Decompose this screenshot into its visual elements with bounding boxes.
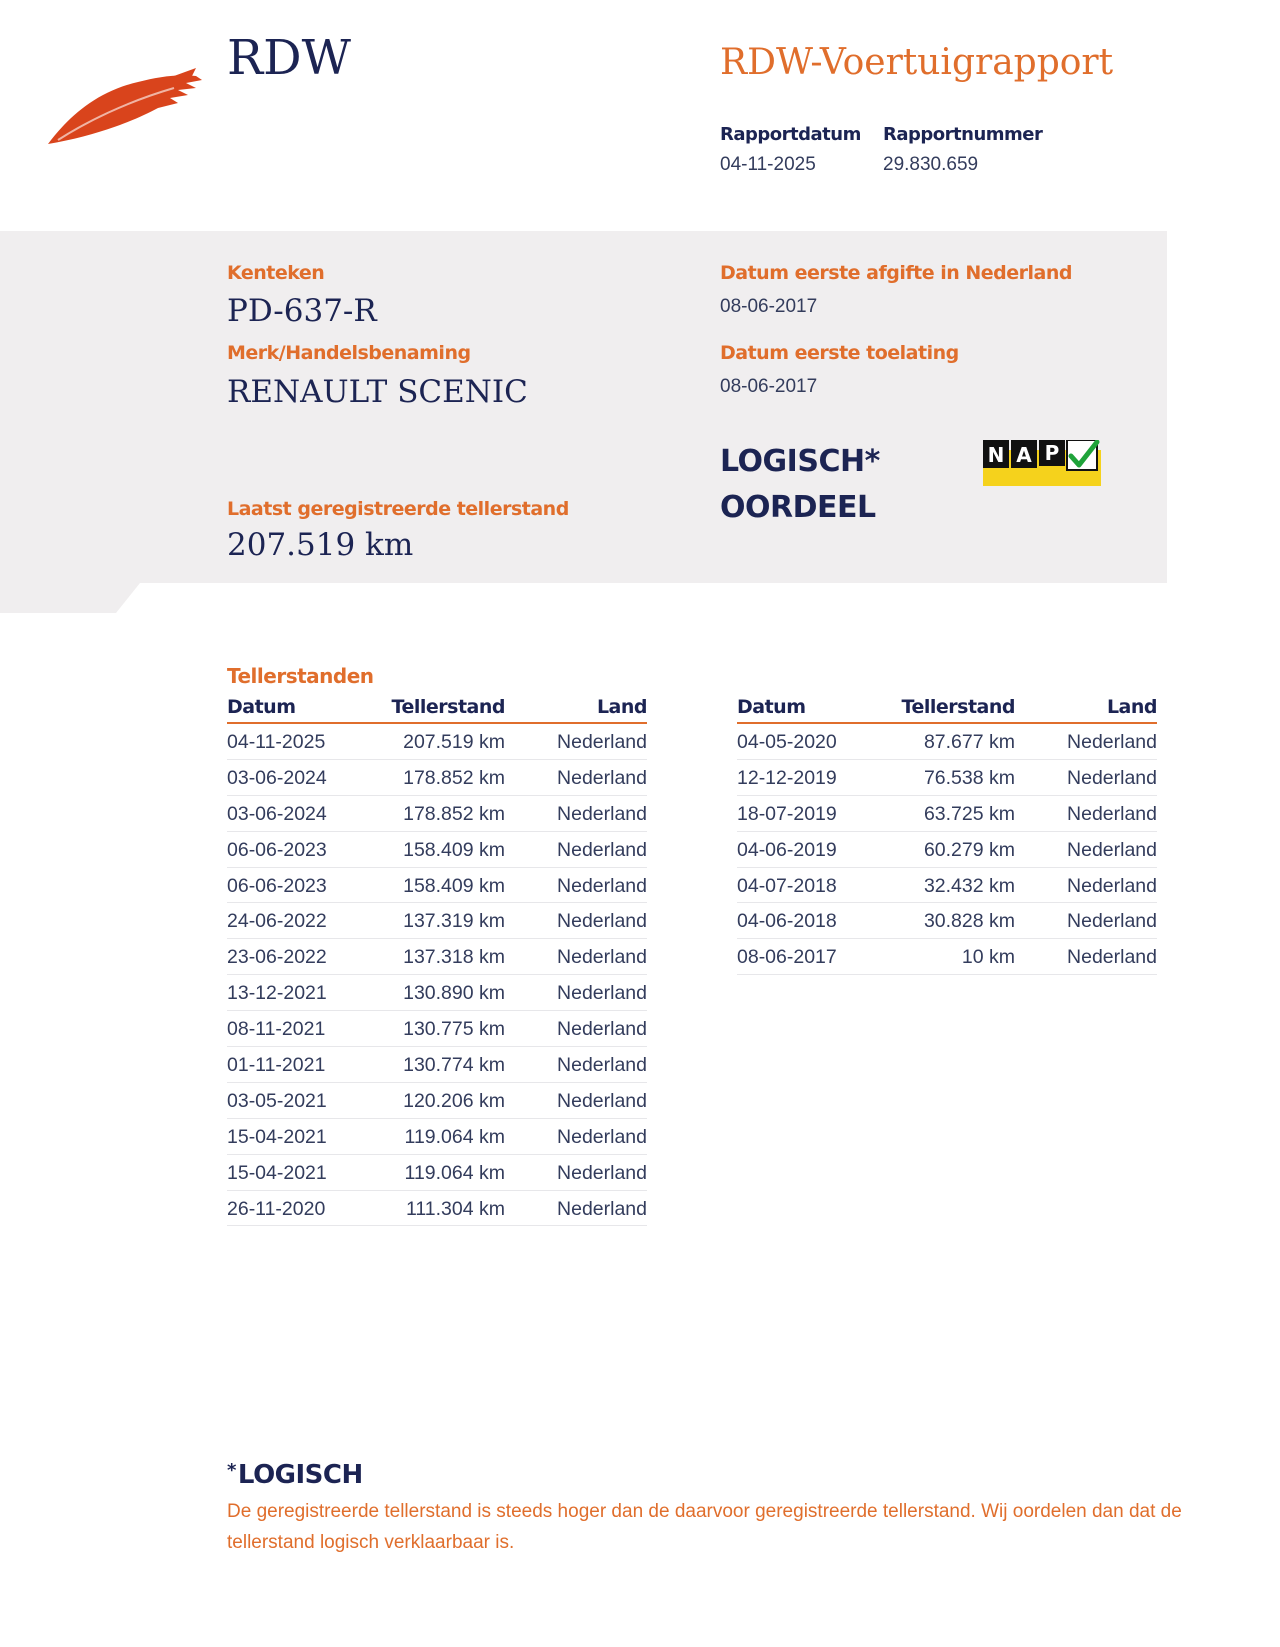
table-row [227, 724, 647, 760]
table-row [227, 1011, 647, 1047]
cell-date: 26-11-2020 [227, 1197, 326, 1220]
cell-country: Nederland [557, 1054, 647, 1077]
cell-odometer: 130.890 km [403, 982, 505, 1005]
cell-date: 04-06-2018 [737, 910, 837, 933]
cell-odometer: 120.206 km [403, 1089, 505, 1112]
cell-date: 23-06-2022 [227, 946, 327, 969]
cell-date: 01-11-2021 [227, 1054, 326, 1077]
footnote-star: * [227, 1460, 236, 1481]
cell-country: Nederland [1067, 874, 1157, 897]
table-row [227, 1047, 647, 1083]
cell-country: Nederland [557, 766, 647, 789]
brand-name: RDW [227, 30, 351, 86]
cell-odometer: 130.775 km [403, 1018, 505, 1041]
cell-date: 03-06-2024 [227, 802, 327, 825]
table-row [227, 1191, 647, 1227]
cell-odometer: 158.409 km [403, 838, 505, 861]
table-row [227, 1155, 647, 1191]
cell-odometer: 207.519 km [403, 731, 505, 753]
cell-country: Nederland [557, 982, 647, 1005]
table-row [227, 1083, 647, 1119]
cell-country: Nederland [1067, 766, 1157, 789]
cell-country: Nederland [1067, 838, 1157, 861]
table-row [227, 760, 647, 796]
table-row [227, 939, 647, 975]
cell-country: Nederland [1067, 946, 1157, 969]
table-row [227, 832, 647, 868]
cell-country: Nederland [557, 1018, 647, 1041]
cell-country: Nederland [557, 1125, 647, 1148]
header-date: Datum [737, 696, 806, 718]
cell-date: 03-06-2024 [227, 766, 327, 789]
report-number: 29.830.659 [883, 154, 979, 175]
table-header [737, 694, 1157, 724]
cell-date: 04-06-2019 [737, 838, 837, 861]
report-number-label: Rapportnummer [883, 124, 1043, 145]
table-row [737, 939, 1157, 975]
cell-odometer: 63.725 km [923, 802, 1015, 825]
cell-date: 03-05-2021 [227, 1089, 327, 1112]
cell-country: Nederland [557, 1197, 647, 1220]
cell-date: 15-04-2021 [227, 1125, 327, 1148]
cell-odometer: 111.304 km [405, 1197, 505, 1220]
table-row [737, 724, 1157, 760]
footnote-text: De geregistreerde tellerstand is steeds hoger dan de daarvoor geregistreerde tellerstand. Wij oordelen dan dat de tellerstand logisch verklaarbaar is. [227, 1501, 1182, 1553]
cell-country: Nederland [557, 910, 647, 933]
cell-date: 24-06-2022 [227, 910, 327, 933]
table-row [227, 903, 647, 939]
cell-odometer: 119.064 km [404, 1125, 505, 1148]
rdw-feather-logo [46, 62, 204, 146]
footnote-heading-text: LOGISCH [237, 1460, 363, 1490]
first-admission-label: Datum eerste toelating [720, 342, 959, 364]
readings-table-left [227, 694, 647, 1226]
table-row [227, 796, 647, 832]
cell-date: 06-06-2023 [227, 874, 327, 897]
readings-table-right [737, 694, 1157, 975]
cell-odometer: 158.409 km [403, 874, 505, 897]
nap-letter-a: A [1016, 443, 1032, 467]
make-label: Merk/Handelsbenaming [227, 342, 471, 364]
cell-odometer: 178.852 km [403, 802, 505, 825]
cell-odometer: 30.828 km [923, 910, 1015, 933]
first-admission-date: 08-06-2017 [720, 376, 818, 397]
table-header [227, 694, 647, 724]
footnote-heading [227, 1460, 363, 1490]
table-row [737, 868, 1157, 904]
plate-label: Kenteken [227, 262, 325, 284]
cell-country: Nederland [557, 838, 647, 861]
cell-odometer: 60.279 km [923, 838, 1015, 861]
cell-odometer: 76.538 km [923, 766, 1015, 789]
nap-check-badge [983, 440, 1101, 486]
table-body [227, 724, 647, 1226]
table-row [227, 868, 647, 904]
cell-country: Nederland [557, 1161, 647, 1184]
table-body [737, 724, 1157, 975]
cell-date: 18-07-2019 [737, 802, 837, 825]
header-country: Land [1106, 696, 1157, 718]
cell-odometer: 178.852 km [403, 766, 505, 789]
verdict-line-2: OORDEEL [720, 490, 876, 525]
cell-country: Nederland [557, 731, 647, 753]
table-row [227, 975, 647, 1011]
cell-country: Nederland [1067, 802, 1157, 825]
cell-odometer: 137.318 km [403, 946, 505, 969]
cell-date: 04-11-2025 [227, 731, 326, 753]
cell-date: 12-12-2019 [737, 766, 837, 789]
cell-country: Nederland [557, 946, 647, 969]
last-odometer: 207.519 km [227, 527, 414, 563]
cell-odometer: 87.677 km [923, 731, 1015, 753]
cell-odometer: 119.064 km [404, 1161, 505, 1184]
readings-title: Tellerstanden [227, 664, 374, 688]
table-row [737, 760, 1157, 796]
report-date: 04-11-2025 [720, 154, 816, 175]
cell-date: 08-06-2017 [737, 946, 837, 969]
header-odometer: Tellerstand [901, 696, 1015, 718]
cell-country: Nederland [557, 874, 647, 897]
cell-odometer: 10 km [961, 946, 1015, 969]
first-nl-label: Datum eerste afgifte in Nederland [720, 262, 1072, 284]
cell-date: 15-04-2021 [227, 1161, 327, 1184]
cell-odometer: 130.774 km [403, 1054, 505, 1077]
header-odometer: Tellerstand [391, 696, 505, 718]
cell-country: Nederland [1067, 910, 1157, 933]
cell-date: 08-11-2021 [227, 1018, 326, 1041]
odometer-label: Laatst geregistreerde tellerstand [227, 498, 569, 520]
cell-date: 04-05-2020 [737, 731, 837, 753]
cell-odometer: 137.319 km [403, 910, 505, 933]
report-date-label: Rapportdatum [720, 124, 861, 145]
cell-country: Nederland [557, 802, 647, 825]
table-row [227, 1119, 647, 1155]
nap-letter-p: P [1044, 441, 1060, 465]
license-plate: PD-637-R [227, 293, 377, 329]
cell-date: 04-07-2018 [737, 874, 837, 897]
report-title: RDW-Voertuigrapport [720, 42, 1114, 83]
first-nl-date: 08-06-2017 [720, 296, 818, 317]
header-country: Land [596, 696, 647, 718]
vehicle-info-panel [0, 231, 1167, 583]
nap-letter-n: N [987, 443, 1005, 467]
table-row [737, 796, 1157, 832]
cell-country: Nederland [557, 1089, 647, 1112]
cell-date: 13-12-2021 [227, 982, 327, 1005]
header-date: Datum [227, 696, 296, 718]
table-row [737, 903, 1157, 939]
cell-date: 06-06-2023 [227, 838, 327, 861]
cell-odometer: 32.432 km [923, 874, 1015, 897]
panel-notch [0, 583, 140, 613]
verdict-line-1: LOGISCH* [720, 444, 880, 479]
cell-country: Nederland [1067, 731, 1157, 753]
vehicle-make: RENAULT SCENIC [227, 374, 528, 410]
table-row [737, 832, 1157, 868]
